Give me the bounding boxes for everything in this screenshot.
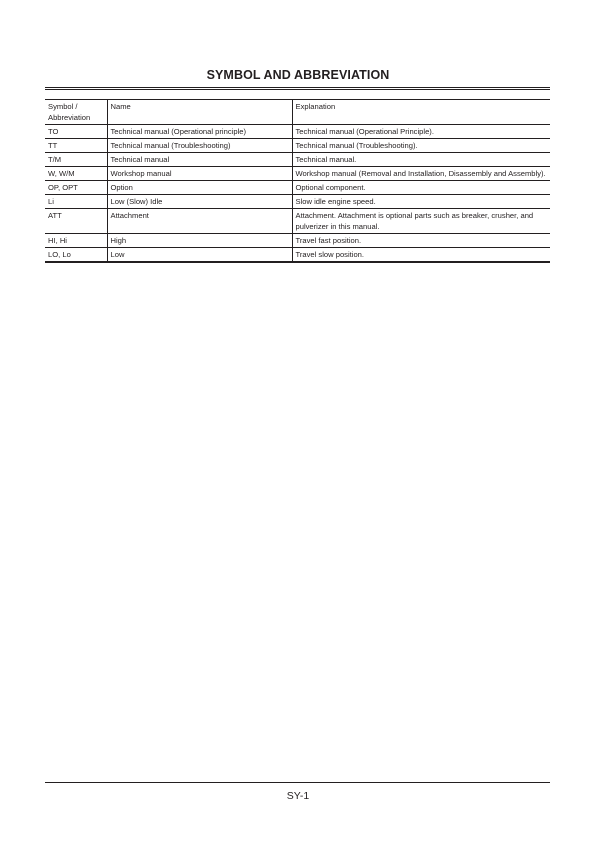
cell-explanation: Travel fast position.	[292, 234, 550, 248]
header-explanation: Explanation	[292, 100, 550, 125]
table-row	[45, 234, 550, 248]
cell-name: Low	[107, 248, 292, 263]
cell-name: Workshop manual	[107, 167, 292, 181]
cell-explanation: Technical manual.	[292, 153, 550, 167]
cell-explanation: Workshop manual (Removal and Installation, Disassembly and Assembly).	[292, 167, 550, 181]
cell-explanation: Attachment. Attachment is optional parts such as breaker, crusher, and pulverizer in this manual.	[292, 209, 550, 234]
table-row	[45, 139, 550, 153]
cell-name: Low (Slow) Idle	[107, 195, 292, 209]
cell-explanation: Slow idle engine speed.	[292, 195, 550, 209]
table-row	[45, 209, 550, 234]
cell-explanation: Travel slow position.	[292, 248, 550, 263]
cell-name: Technical manual (Troubleshooting)	[107, 139, 292, 153]
cell-symbol: TO	[48, 127, 59, 136]
table-row	[45, 195, 550, 209]
table-row	[45, 153, 550, 167]
page-title: SYMBOL AND ABBREVIATION	[206, 68, 390, 82]
table-row	[45, 181, 550, 195]
cell-symbol: T/M	[48, 155, 62, 164]
abbreviation-table	[45, 99, 550, 263]
cell-symbol: Li	[48, 197, 54, 206]
table-row	[45, 125, 550, 139]
cell-explanation: Technical manual (Troubleshooting).	[292, 139, 550, 153]
header-symbol: Symbol / Abbreviation	[48, 102, 91, 122]
cell-symbol: TT	[48, 141, 58, 150]
cell-symbol: LO, Lo	[48, 250, 71, 259]
cell-name: Option	[107, 181, 292, 195]
title-rule-bottom	[45, 89, 550, 90]
cell-symbol: HI, Hi	[48, 236, 67, 245]
cell-name: Attachment	[107, 209, 292, 234]
header-name: Name	[107, 100, 292, 125]
page-number: SY-1	[286, 790, 310, 802]
table-header-row	[45, 100, 550, 125]
cell-name: Technical manual	[107, 153, 292, 167]
title-rule-top	[45, 87, 550, 88]
cell-symbol: W, W/M	[48, 169, 75, 178]
footer-rule	[45, 782, 550, 783]
table-row	[45, 167, 550, 181]
cell-symbol: ATT	[48, 211, 62, 220]
cell-name: Technical manual (Operational principle)	[107, 125, 292, 139]
table-row	[45, 248, 550, 263]
abbreviation-table-container	[45, 99, 550, 263]
cell-name: High	[107, 234, 292, 248]
cell-explanation: Technical manual (Operational Principle).	[292, 125, 550, 139]
cell-symbol: OP, OPT	[48, 183, 78, 192]
cell-explanation: Optional component.	[292, 181, 550, 195]
